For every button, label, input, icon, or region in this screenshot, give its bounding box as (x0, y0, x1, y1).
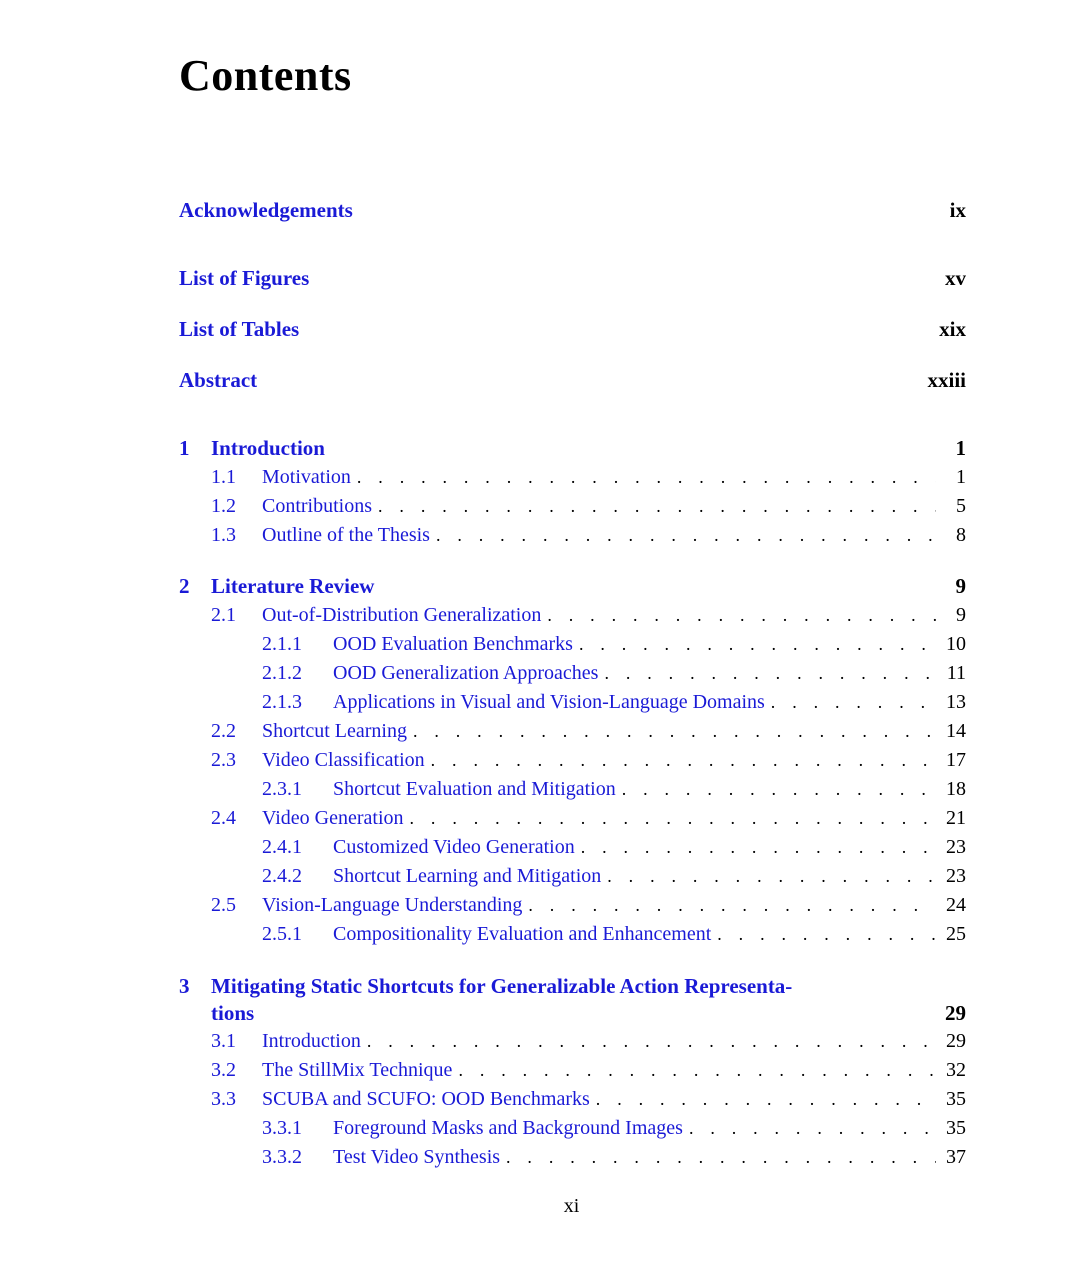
toc-entry-label[interactable]: Acknowledgements (179, 198, 353, 222)
leader-dots (431, 750, 936, 771)
leader-dots (596, 1089, 936, 1110)
toc-entry-list-of-tables[interactable] (179, 317, 966, 342)
section-number: 3.1 (211, 1030, 236, 1052)
section-title[interactable]: Video Generation (262, 807, 404, 829)
subsection-number: 2.4.1 (262, 836, 302, 858)
subsection-number: 2.1.3 (262, 691, 302, 713)
chapter-title-line2[interactable]: tions (211, 1001, 255, 1025)
leader-dots (622, 779, 936, 800)
toc-section[interactable] (211, 1030, 966, 1053)
section-number: 2.4 (211, 807, 236, 829)
toc-section[interactable] (211, 894, 966, 917)
section-page: 9 (956, 604, 966, 626)
toc-subsection[interactable] (262, 865, 966, 888)
subsection-title[interactable]: OOD Evaluation Benchmarks (333, 633, 573, 655)
section-number: 1.3 (211, 524, 236, 546)
section-page: 24 (946, 894, 966, 916)
subsection-number: 3.3.1 (262, 1117, 302, 1139)
toc-subsection[interactable] (262, 691, 966, 714)
toc-entry-acknowledgements[interactable] (179, 198, 966, 223)
subsection-page: 23 (946, 865, 966, 887)
subsection-page: 37 (946, 1146, 966, 1168)
chapter-page: 9 (955, 574, 966, 598)
section-number: 2.3 (211, 749, 236, 771)
chapter-number: 2 (179, 574, 190, 598)
toc-subsection[interactable] (262, 923, 966, 946)
toc-entry-page: xix (939, 317, 966, 341)
page-title: Contents (179, 51, 352, 100)
section-number: 1.2 (211, 495, 236, 517)
toc-section[interactable] (211, 720, 966, 743)
section-title[interactable]: Shortcut Learning (262, 720, 407, 742)
section-number: 2.5 (211, 894, 236, 916)
subsection-title[interactable]: Customized Video Generation (333, 836, 575, 858)
toc-entry-list-of-figures[interactable] (179, 266, 966, 291)
chapter-page: 1 (955, 436, 966, 460)
leader-dots (378, 496, 936, 517)
subsection-page: 23 (946, 836, 966, 858)
toc-chapter-1[interactable] (179, 436, 966, 461)
toc-entry-label[interactable]: List of Tables (179, 317, 300, 341)
chapter-title[interactable]: Introduction (211, 436, 325, 460)
leader-dots (581, 837, 936, 858)
toc-subsection[interactable] (262, 633, 966, 656)
leader-dots (367, 1031, 936, 1052)
section-number: 2.2 (211, 720, 236, 742)
toc-section[interactable] (211, 749, 966, 772)
subsection-title[interactable]: Applications in Visual and Vision-Language Domains (333, 691, 765, 713)
chapter-number: 3 (179, 974, 190, 998)
toc-section[interactable] (211, 1059, 966, 1082)
section-title[interactable]: Outline of the Thesis (262, 524, 430, 546)
section-page: 14 (946, 720, 966, 742)
toc-subsection[interactable] (262, 662, 966, 685)
section-title[interactable]: Contributions (262, 495, 373, 517)
subsection-page: 10 (946, 633, 966, 655)
subsection-title[interactable]: Compositionality Evaluation and Enhancement (333, 923, 712, 945)
leader-dots (413, 721, 936, 742)
section-title[interactable]: SCUBA and SCUFO: OOD Benchmarks (262, 1088, 590, 1110)
leader-dots (604, 663, 936, 684)
subsection-title[interactable]: Foreground Masks and Background Images (333, 1117, 683, 1139)
toc-entry-page: ix (949, 198, 966, 222)
chapter-title[interactable]: Literature Review (211, 574, 375, 598)
section-page: 32 (946, 1059, 966, 1081)
toc-subsection[interactable] (262, 1117, 966, 1140)
chapter-title-line1[interactable]: Mitigating Static Shortcuts for Generalizable Action Representa- (211, 974, 793, 998)
toc-subsection[interactable] (262, 1146, 966, 1169)
toc-subsection[interactable] (262, 778, 966, 801)
leader-dots (547, 605, 936, 626)
subsection-page: 11 (946, 662, 966, 684)
subsection-page: 18 (946, 778, 966, 800)
leader-dots (579, 634, 936, 655)
subsection-number: 3.3.2 (262, 1146, 302, 1168)
section-page: 17 (946, 749, 966, 771)
toc-section[interactable] (211, 524, 966, 547)
section-number: 3.3 (211, 1088, 236, 1110)
leader-dots (506, 1147, 936, 1168)
section-number: 2.1 (211, 604, 236, 626)
toc-chapter-2[interactable] (179, 574, 966, 599)
leader-dots (410, 808, 936, 829)
leader-dots (607, 866, 936, 887)
section-title[interactable]: The StillMix Technique (262, 1059, 453, 1081)
subsection-number: 2.4.2 (262, 865, 302, 887)
subsection-page: 13 (946, 691, 966, 713)
section-page: 8 (956, 524, 966, 546)
section-number: 1.1 (211, 466, 236, 488)
toc-entry-page: xxiii (927, 368, 966, 392)
section-title[interactable]: Motivation (262, 466, 351, 488)
section-title[interactable]: Vision-Language Understanding (262, 894, 523, 916)
toc-section[interactable] (211, 604, 966, 627)
subsection-number: 2.1.1 (262, 633, 302, 655)
toc-entry-label[interactable]: List of Figures (179, 266, 310, 290)
section-title[interactable]: Out-of-Distribution Generalization (262, 604, 542, 626)
toc-subsection[interactable] (262, 836, 966, 859)
toc-section[interactable] (211, 1088, 966, 1111)
chapter-number: 1 (179, 436, 190, 460)
subsection-number: 2.5.1 (262, 923, 302, 945)
section-title[interactable]: Video Classification (262, 749, 425, 771)
section-page: 35 (946, 1088, 966, 1110)
toc-entry-abstract[interactable] (179, 368, 966, 393)
toc-entry-page: xv (945, 266, 966, 290)
subsection-title[interactable]: OOD Generalization Approaches (333, 662, 599, 684)
leader-dots (458, 1060, 936, 1081)
subsection-page: 35 (946, 1117, 966, 1139)
subsection-number: 2.3.1 (262, 778, 302, 800)
section-page: 29 (946, 1030, 966, 1052)
leader-dots (717, 924, 936, 945)
section-page: 21 (946, 807, 966, 829)
section-page: 1 (956, 466, 966, 488)
subsection-page: 25 (946, 923, 966, 945)
chapter-page: 29 (945, 1001, 966, 1025)
leader-dots (771, 692, 936, 713)
toc-section[interactable] (211, 495, 966, 518)
subsection-number: 2.1.2 (262, 662, 302, 684)
leader-dots (528, 895, 936, 916)
leader-dots (357, 467, 936, 488)
section-page: 5 (956, 495, 966, 517)
subsection-title[interactable]: Shortcut Learning and Mitigation (333, 865, 602, 887)
subsection-title[interactable]: Shortcut Evaluation and Mitigation (333, 778, 616, 800)
toc-section[interactable] (211, 466, 966, 489)
toc-section[interactable] (211, 807, 966, 830)
section-title[interactable]: Introduction (262, 1030, 361, 1052)
subsection-title[interactable]: Test Video Synthesis (333, 1146, 501, 1168)
section-number: 3.2 (211, 1059, 236, 1081)
leader-dots (689, 1118, 936, 1139)
page-number: xi (563, 1195, 580, 1217)
toc-entry-label[interactable]: Abstract (179, 368, 258, 392)
leader-dots (436, 525, 936, 546)
